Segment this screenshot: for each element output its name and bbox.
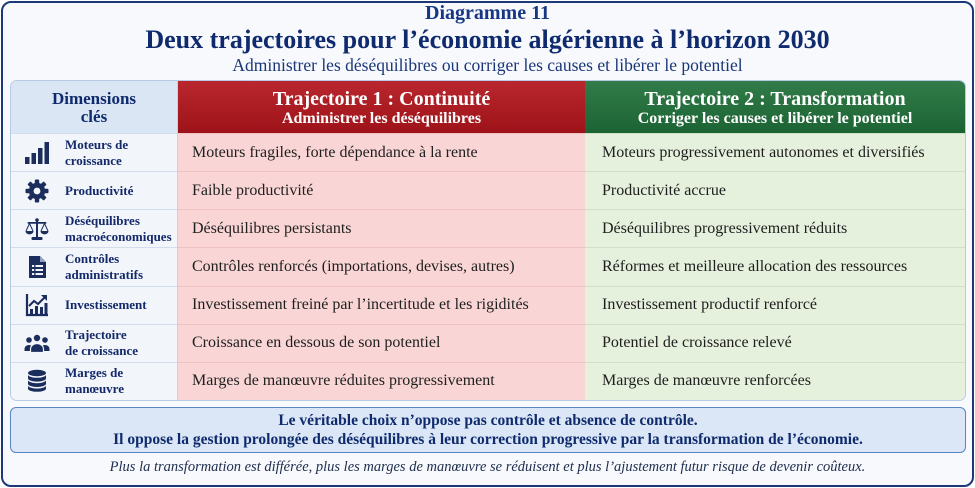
trajectory-2-text: Réformes et meilleure allocation des ressources bbox=[602, 257, 908, 275]
bar-chart-icon bbox=[24, 141, 50, 165]
trajectory-1-text: Faible productivité bbox=[192, 181, 314, 199]
trajectory-2-text: Marges de manœuvre renforcées bbox=[602, 372, 811, 390]
trajectory-2-cell bbox=[585, 171, 965, 209]
trajectory-1-text: Marges de manœuvre réduites progressivement bbox=[192, 372, 495, 390]
dimension-cell bbox=[11, 133, 178, 171]
trajectory-1-title: Trajectoire 1 : Continuité bbox=[272, 88, 491, 110]
trajectory-1-cell bbox=[178, 286, 585, 324]
dimension-label: Déséquilibres macroéconomiques bbox=[65, 212, 172, 244]
dimension-label: Moteurs de croissance bbox=[65, 136, 129, 168]
dimension-label: Investissement bbox=[65, 297, 147, 313]
people-group-icon bbox=[24, 331, 50, 355]
trajectory-1-text: Investissement freiné par l’incertitude et les rigidités bbox=[192, 296, 529, 314]
trajectory-2-cell bbox=[585, 362, 965, 400]
dimension-label: Productivité bbox=[65, 182, 134, 198]
trajectory-1-cell bbox=[178, 209, 585, 247]
trajectory-1-cell bbox=[178, 171, 585, 209]
dimension-label: Contrôles administratifs bbox=[65, 250, 143, 282]
conclusion-line-1: Le véritable choix n’oppose pas contrôle et absence de contrôle. bbox=[278, 412, 698, 429]
dimension-label: Trajectoire de croissance bbox=[65, 327, 139, 359]
trajectory-2-text: Productivité accrue bbox=[602, 181, 726, 199]
trajectory-2-cell bbox=[585, 286, 965, 324]
database-icon bbox=[24, 369, 50, 393]
trajectory-1-cell bbox=[178, 133, 585, 171]
diagram-title: Deux trajectoires pour l’économie algérienne à l’horizon 2030 bbox=[145, 25, 830, 54]
trajectory-2-text: Potentiel de croissance relevé bbox=[602, 334, 792, 352]
diagram-subtitle: Administrer les déséquilibres ou corriger les causes et libérer le potentiel bbox=[232, 55, 743, 75]
dimension-cell bbox=[11, 247, 178, 285]
trajectory-1-text: Moteurs fragiles, forte dépendance à la rente bbox=[192, 143, 478, 161]
trajectory-2-cell bbox=[585, 247, 965, 285]
trajectory-1-cell bbox=[178, 324, 585, 362]
footnote: Plus la transformation est différée, plus les marges de manœuvre se réduisent et plus l’ajustement futur risque de devenir coûteux. bbox=[109, 459, 866, 475]
trajectory-2-header bbox=[585, 81, 965, 133]
trajectory-2-cell bbox=[585, 324, 965, 362]
trajectory-1-text: Déséquilibres persistants bbox=[192, 219, 352, 237]
trajectory-2-cell bbox=[585, 209, 965, 247]
trajectory-2-cell bbox=[585, 133, 965, 171]
trajectory-2-text: Investissement productif renforcé bbox=[602, 296, 818, 314]
dimensions-header-label: Dimensions clés bbox=[51, 89, 137, 126]
growth-chart-icon bbox=[24, 293, 50, 317]
dimension-cell bbox=[11, 171, 178, 209]
gear-icon bbox=[24, 179, 50, 203]
dimensions-header bbox=[11, 81, 178, 133]
diagram-number: Diagramme 11 bbox=[425, 2, 550, 24]
conclusion-line-2: Il oppose la gestion prolongée des déséquilibres à leur correction progressive par la transformation de l’économie. bbox=[113, 431, 863, 448]
document-icon bbox=[24, 255, 50, 279]
trajectory-2-title: Trajectoire 2 : Transformation bbox=[644, 88, 906, 110]
dimension-cell bbox=[11, 209, 178, 247]
dimension-cell bbox=[11, 362, 178, 400]
trajectory-2-subtitle: Corriger les causes et libérer le potentiel bbox=[637, 110, 913, 127]
comparison-table bbox=[10, 80, 966, 401]
trajectory-2-text: Moteurs progressivement autonomes et diversifiés bbox=[602, 143, 925, 161]
trajectory-1-subtitle: Administrer les déséquilibres bbox=[281, 110, 482, 127]
trajectory-2-text: Déséquilibres progressivement réduits bbox=[602, 219, 848, 237]
trajectory-1-header bbox=[178, 81, 585, 133]
dimension-cell bbox=[11, 286, 178, 324]
dimension-label: Marges de manœuvre bbox=[65, 365, 124, 397]
trajectory-1-text: Croissance en dessous de son potentiel bbox=[192, 334, 441, 352]
conclusion-box bbox=[10, 407, 966, 453]
scales-icon bbox=[24, 217, 50, 241]
trajectory-1-text: Contrôles renforcés (importations, devises, autres) bbox=[192, 257, 515, 275]
trajectory-1-cell bbox=[178, 247, 585, 285]
dimension-cell bbox=[11, 324, 178, 362]
trajectory-1-cell bbox=[178, 362, 585, 400]
